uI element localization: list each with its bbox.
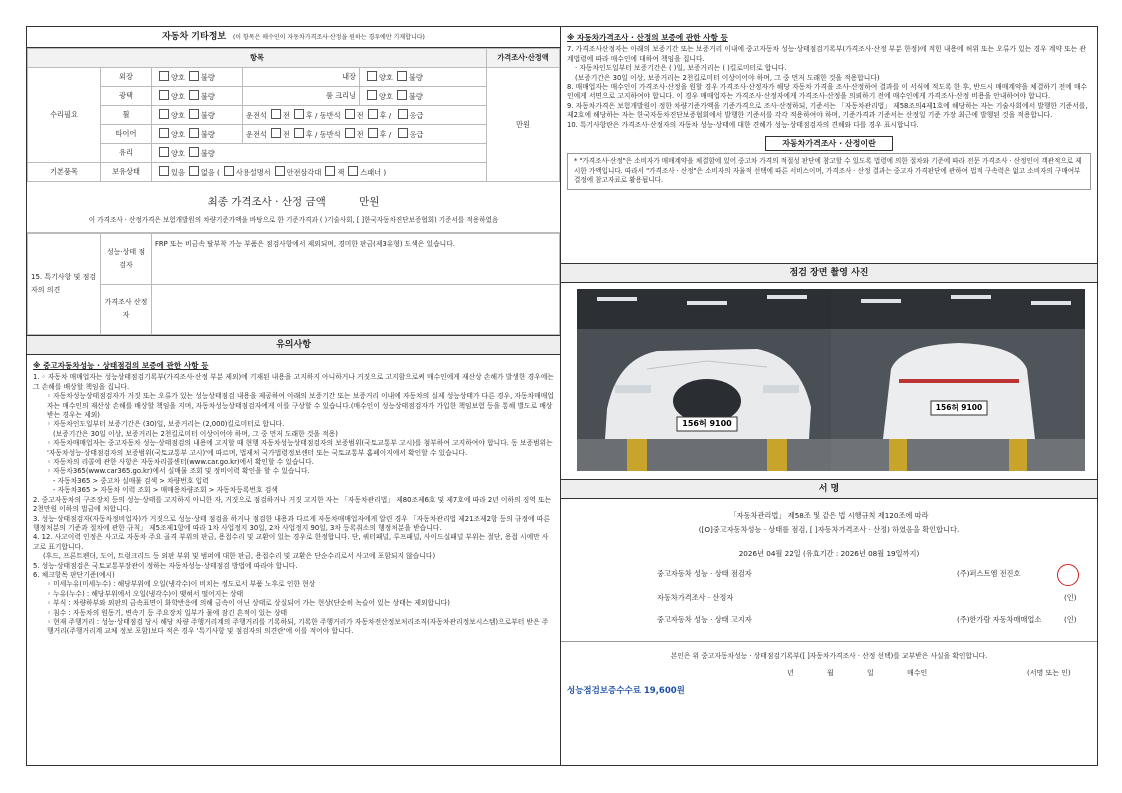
checkbox[interactable] xyxy=(398,128,408,138)
checkbox[interactable] xyxy=(345,109,355,119)
receipt-year: 년 xyxy=(787,669,794,677)
repair-label: 수리필요 xyxy=(28,68,101,163)
signer-role: 중고자동차 성능 · 상태 고지자 xyxy=(657,615,752,624)
won-unit: 만원 xyxy=(487,68,560,182)
appraisal-line: 10. 특기사항란은 가격조사·산정자의 자동차 성능·상태에 대한 견해가 성능·상태점검자의 견해와 다를 경우 표시합니다. xyxy=(567,120,919,129)
sign-date: 2026년 04월 22일 (유효기간 : 2026년 08월 19일까지) xyxy=(738,549,920,558)
checkbox[interactable] xyxy=(271,109,281,119)
final-price-unit: 만원 xyxy=(359,196,380,208)
checkbox[interactable] xyxy=(189,90,199,100)
sign-line1: 「자동차관리법」 제58조 및 같은 법 시행규칙 제120조에 따라 xyxy=(729,511,929,520)
notice-line: 6. 체크항목 판단기준(예시) xyxy=(33,570,115,579)
col-price: 가격조사·산정액 xyxy=(487,49,560,68)
appraiser-text xyxy=(152,284,560,335)
checkbox[interactable] xyxy=(189,166,199,176)
basic-row-name: 보유상태 xyxy=(101,163,152,182)
checkbox[interactable] xyxy=(159,71,169,81)
appraisal-guarantee xyxy=(561,27,1097,213)
checkbox[interactable] xyxy=(367,71,377,81)
notice-line: 5. 성능·상태점검은 국토교통부장관이 정하는 자동차성능·상태점검 방법에 따라야 합니다. xyxy=(33,561,298,570)
receipt-buyer: 매수인 xyxy=(907,669,928,677)
other-info-note: (이 항목은 매수인이 자동차가격조사·산정을 원하는 경우에만 기재합니다) xyxy=(232,34,425,41)
notice-line: 3. 성능·상태점검자(자동차정비업자)가 거짓으로 성능·상태 점검을 하거나 점검한 내용과 다르게 자동차매매업자에게 알린 경우 「자동차관리법 제21조제2항 등의 규정에 따른 행정처분의 기준과 절차에 관한 규칙」 제5조제1항에 따라 1차 사업정지 30일, 2차 사업정지 90일, 3차 등록취소의 행정처분을 받습니다. xyxy=(33,514,550,532)
notice-line: ◦ 부식 : 차량하부와 외판의 금속표면이 화학반응에 의해 금속이 아닌 상태로 상실되어 가는 현상(단순히 녹슬어 있는 상태는 제외합니다) xyxy=(47,599,450,608)
checkbox[interactable] xyxy=(294,109,304,119)
final-price-note: 이 가격조사 · 산정가격은 보험개발원의 차량기준가액을 바탕으로 한 기준가격과 ( )기술사회, [ ]한국자동차진단보증협회) 기준서를 적용하였음 xyxy=(88,216,499,224)
notice-line: 2. 중고자동차의 구조장치 등의 성능·상태를 고지하지 아니한 자, 거짓으로 점검하거나 거짓 고지한 자는 「자동차관리법」 제80조제6호 및 제7호에 따라 2년 이하의 징역 또는 2천만원 이하의 벌금에 처합니다. xyxy=(33,495,552,514)
photo-title: 점검 장면 촬영 사진 xyxy=(561,263,1097,283)
notice-line: ◦ 현재 주행거리 : 성능·상태점검 당시 해당 차량 주행거리계의 주행거리를 기록하되, 기록한 주행거리가 자동차전산정보처리조직(자동차관리정보시스템)으로부터 받은 주행거리(주행거리계 교체 정보 포함)보다 적은 경우 '특기사항 및 점검자의 의견란'에 이를 적어야 합니다. xyxy=(47,617,549,636)
notice-line: ◦ 미세누유(미세누수) : 해당부위에 오일(냉각수)이 비치는 정도로서 부품 노후로 인한 현상 xyxy=(47,580,316,589)
notice-subtitle: ※ 중고자동차성능 · 상태점검의 보증에 관한 사항 등 xyxy=(33,361,209,370)
opinion-table xyxy=(27,233,560,335)
sign-block xyxy=(561,511,1097,698)
notice-line: ◦ 자동차인도일부터 보증기간은 (30)일, 보증거리는 (2,000)킬로미터로 합니다. xyxy=(47,420,285,429)
row-name: 유리 xyxy=(101,144,152,163)
receipt-day: 일 xyxy=(867,669,874,677)
checkbox[interactable] xyxy=(397,71,407,81)
basic-label: 기본품목 xyxy=(28,163,101,182)
checkbox[interactable] xyxy=(189,128,199,138)
inspection-photo-rear xyxy=(831,289,1085,471)
checkbox[interactable] xyxy=(294,128,304,138)
checkbox[interactable] xyxy=(275,166,285,176)
receipt-block xyxy=(561,641,1097,682)
col-item: 항목 xyxy=(28,49,487,68)
notice-line: (후드, 프론트펜더, 도어, 트렁크리드 등 외판 부위 및 범퍼에 대한 판금, 용접수리 및 교환은 단순수리로서 사고에 포함되지 않습니다) xyxy=(43,552,436,561)
signer-mark: (인) xyxy=(1064,593,1077,602)
notice-line: - 자동차365 > 중고차 실매물 검색 > 차량번호 입력 xyxy=(53,476,209,485)
plate-text: 156허 9100 xyxy=(682,419,732,428)
checkbox[interactable] xyxy=(398,109,408,119)
signer-name: (주)퍼스트엠 전진호 xyxy=(957,569,1021,578)
notice-line: ◦ 침수 : 자동차의 원동기, 변속기 등 주요장치 일부가 물에 잠긴 흔적이 있는 상태 xyxy=(47,608,288,617)
checkbox[interactable] xyxy=(397,90,407,100)
notice-body xyxy=(27,355,560,640)
sign-line2: ([O]중고자동차성능 · 상태를 점검, [ ]자동차가격조사 · 산정) 하였음을 확인합니다. xyxy=(698,525,960,534)
checkbox[interactable] xyxy=(159,147,169,157)
appraisal-line: 8. 매매업자는 매수인이 가격조사·산정을 원할 경우 가격조사·산정자가 해당 자동차 가격을 조사·산정하여 결과를 이 서식에 적도록 한 후, 반드시 매매계약을 체결하기 전에 매수인에게 서면으로 고지하여야 합니다. 이 경우 매매업자는 가격조사·산정자에게 가격조사·산정을 의뢰하기 전에 매수인에게 가격조사·산정 비용을 안내하여야 합니다. xyxy=(567,83,1088,101)
other-info-header xyxy=(27,27,560,48)
checkbox[interactable] xyxy=(224,166,234,176)
appraisal-subtitle: ※ 자동차가격조사 · 산정의 보증에 관한 사항 등 xyxy=(567,33,728,42)
sign-title: 서 명 xyxy=(561,479,1097,499)
notice-line: ◦ 자동차매매업자는 중고자동차 성능·상태점검의 내용에 고지할 때 현행 자동차성능상태점검자의 보증범위(국토교통부 고시)를 첨부하여 고지하여야 합니다. 동 보증범위는 '자동차성능·상태점검자의 보증범위(국토교통부 고시)'에 따르며, 법제처 국가법령정보센터 또는 국토교통부 홈페이지에서 확인할 수 있습니다. xyxy=(47,439,553,457)
signer-role: 중고자동차 성능 · 상태 점검자 xyxy=(657,569,752,578)
checkbox[interactable] xyxy=(368,109,378,119)
row-name: 외장 xyxy=(101,68,152,87)
receipt-line: 본인은 위 중고자동차성능 · 상태점검기록부([ ]자동차가격조사 · 산정 선택)를 교부받은 사실을 확인합니다. xyxy=(670,652,988,660)
row-name: 광택 xyxy=(101,87,152,106)
row-name: 휠 xyxy=(101,106,152,125)
notice-title: 유의사항 xyxy=(27,335,560,355)
checkbox[interactable] xyxy=(189,147,199,157)
appraisal-line: 9. 자동차가격은 보험개발원이 정한 차량기준가액을 기준가격으로 조사·산정하되, 기준서는 「자동차관리법」 제58조의4제1호에 해당하는 자는 기술사회에서 발행한 기준서를, 제2호에 해당하는 자는 한국자동차진단보증협회에서 발행한 기준서를 각각 적용하여야 하며, 기준가격과 기준서는 산정일 기준 가장 최근에 발행된 것을 적용합니다. xyxy=(567,101,1088,120)
signer-mark: (인) xyxy=(1064,615,1077,624)
right-column xyxy=(561,27,1097,765)
notice-line: ◦ 자동차성능상태점검자가 거짓 또는 오류가 있는 성능상태점검 내용을 제공하여 아래의 보증기간 또는 보증거리 이내에 자동차의 실제 성능상태가 다른 경우, 자동차매매업자는 매수인의 재산상 손해를 배상할 책임을 지며, 자동차성능상태점검자에게 이를 구상할 수 있습니다.(매수인이 성능상태점검자가 가입한 책임보험 등을 통해 별도로 배상받는 경우는 제외) xyxy=(47,392,554,420)
notice-line: - 자동차365 > 자동차 이력 조회 > 매매용차량조회 > 자동차등록번호 검색 xyxy=(53,486,278,495)
row-name2: 내장 xyxy=(243,68,360,87)
row-name2: 룸 크리닝 xyxy=(243,87,360,106)
checkbox[interactable] xyxy=(368,128,378,138)
define-text: * "가격조사·산정"은 소비자가 매매계약을 체결함에 있어 중고차 가격의 적절성 판단에 참고할 수 있도록 법령에 의한 절차와 기준에 따라 전문 가격조사 · 산정인이 객관적으로 제시한 가액입니다. 따라서 "가격조사 · 산정"은 소비자의 자율적 선택에 따른 서비스이며, 가격조사 · 산정 결과는 중고자 가격판단에 관하여 법적 구속력은 없고 소비자의 구매여부 결정에 참고자료로 활용됩니다. xyxy=(567,153,1091,189)
checkbox[interactable] xyxy=(159,90,169,100)
photo-area xyxy=(561,283,1097,479)
checkbox[interactable] xyxy=(271,128,281,138)
checkbox[interactable] xyxy=(189,71,199,81)
fee-text: 성능점검보증수수료 19,600원 xyxy=(567,686,685,696)
checkbox[interactable] xyxy=(159,128,169,138)
notice-line: ◦ 누유(누수) : 해당부위에서 오일(냉각수)이 맺혀서 떨어지는 상태 xyxy=(47,589,244,598)
signer-name: (주)한가람 자동차매매업소 xyxy=(957,615,1042,624)
notice-line: ◦ 자동차의 리콜에 관한 사항은 자동차리콜센터(www.car.go.kr)에서 확인할 수 있습니다. xyxy=(47,458,314,467)
appraiser-label: 가격조사 산정자 xyxy=(101,284,152,335)
left-column xyxy=(27,27,561,765)
checkbox[interactable] xyxy=(159,109,169,119)
notice-line: ◦ 자동차365(www.car365.go.kr)에서 실매물 조회 및 정비이력 확인을 할 수 있습니다. xyxy=(47,467,310,476)
seal-stamp xyxy=(1057,564,1079,586)
inspector-text: FRP 또는 비금속 탈부착 가능 부품은 점검사항에서 제외되며, 경미한 판금(제3유형) 도색은 있습니다. xyxy=(152,234,560,285)
checkbox[interactable] xyxy=(325,166,335,176)
checkbox[interactable] xyxy=(345,128,355,138)
define-title: 자동차가격조사 · 산정이란 xyxy=(765,136,893,151)
other-info-title: 자동차 기타정보 xyxy=(162,32,227,42)
appraisal-line: 7. 가격조사산정자는 아래의 보증기간 또는 보증거리 이내에 중고자동차 성능·상태점검기록부(가격조사·산정 부분 한정)에 적힌 내용에 허위 또는 오류가 있는 경우 계약 또는 관계법령에 따라 매수인에 대하여 책임을 집니다. xyxy=(567,45,1086,63)
checkbox[interactable] xyxy=(367,90,377,100)
notice-line: 1. ◦ 자동차 매매업자는 성능상태점검기록부(가격조사·산정 부분 제외)에 기재된 내용을 고지하지 아니하거나 거짓으로 고지함으로써 매수인에게 재산상 손해가 발생한 경우에는 그 손해를 배상할 책임을 집니다. xyxy=(33,373,554,391)
opinion-label: 15. 특기사항 및 점검자의 의견 xyxy=(28,234,101,335)
checkbox[interactable] xyxy=(159,166,169,176)
inspector-label: 성능·상태 점검자 xyxy=(101,234,152,285)
document-page xyxy=(26,26,1098,766)
notice-line: (보증기간은 30일 이상, 보증거리는 2천킬로미터 이상이어야 하며, 그 중 먼저 도래한 것을 적용) xyxy=(53,429,338,438)
final-price-block xyxy=(27,182,560,233)
appraisal-line: · 자동차인도일부터 보증기간은 ( )일, 보증거리는 ( )킬로미터로 합니다. xyxy=(575,64,787,73)
appraisal-line: (보증기간은 30일 이상, 보증거리는 2천킬로미터 이상이어야 하며, 그 중 먼저 도래한 것을 적용합니다) xyxy=(575,73,880,82)
receipt-sign: (서명 또는 인) xyxy=(1027,669,1071,677)
plate-text: 156허 9100 xyxy=(935,403,983,412)
checkbox[interactable] xyxy=(189,109,199,119)
receipt-month: 월 xyxy=(827,669,834,677)
notice-line: 4. 12. 사고이력 인정은 사고로 자동차 주요 골격 부위의 판금, 용접수리 및 교환이 있는 경우로 한정합니다. 단, 쿼터패널, 루프패널, 사이드실패널 부위는 절단, 용접 시에만 사고로 표기합니다. xyxy=(33,533,549,551)
repair-table: 항목 가격조사·산정액 수리필요 외장 양호 불량 내장 양호 불량 만원 광택 양호 불량 룸 크리닝 양호 불량 휠 양호 불량 운전석 전 후 / 동반석 전 후 / 응급 타이어 양호 불량 운전석 전 후 / 동반석 전 후 / 응급 유리 양호 불량 기본품목 보유상태 있음 없음 ( 사용설명서 안전삼각대 잭 스패너 ) xyxy=(27,48,560,182)
final-price-title: 최종 가격조사 · 산정 금액 xyxy=(207,196,326,208)
checkbox[interactable] xyxy=(348,166,358,176)
inspection-photo-front xyxy=(577,289,831,471)
row-name: 타이어 xyxy=(101,125,152,144)
signer-role: 자동차가격조사 · 산정자 xyxy=(657,593,734,602)
